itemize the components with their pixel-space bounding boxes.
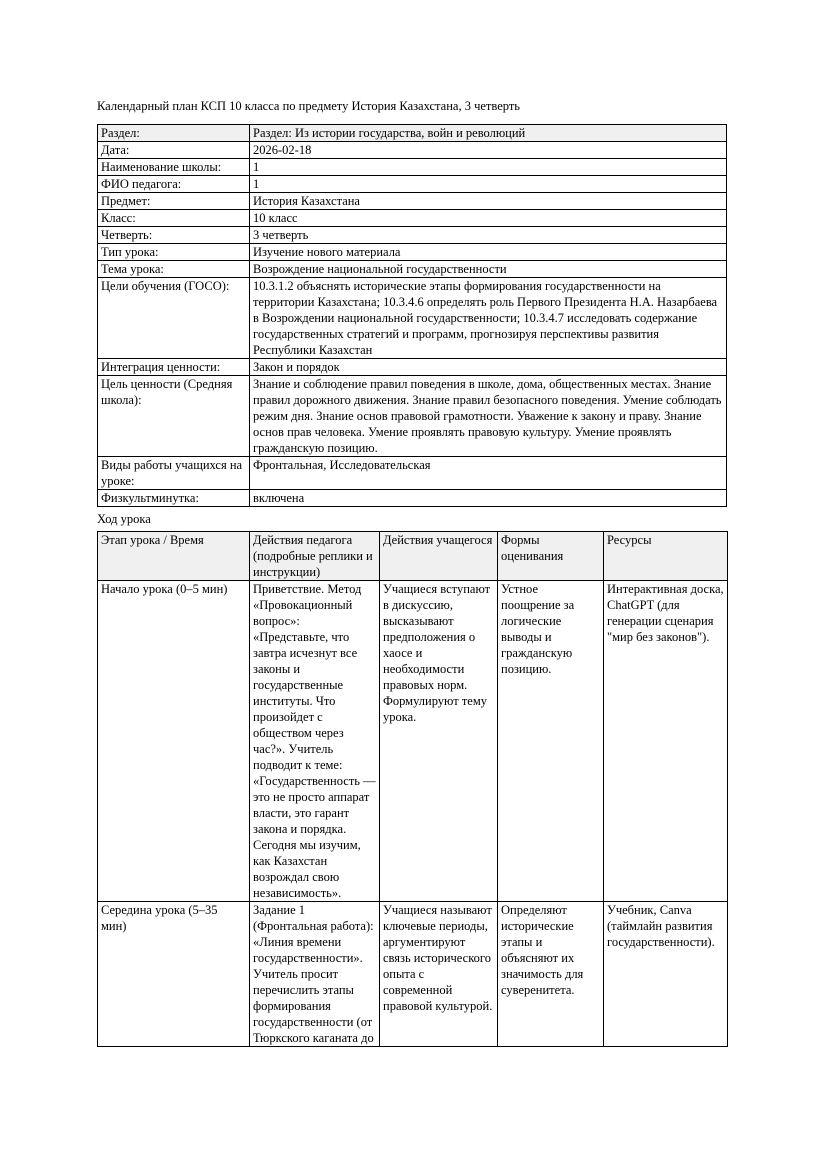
header-resources: Ресурсы <box>604 532 728 581</box>
info-value: 3 четверть <box>250 227 727 244</box>
info-row-teacher-name <box>98 176 727 193</box>
section-heading-lesson-course: Ход урока <box>97 512 151 526</box>
student-actions-cell: Учащиеся вступают в дискуссию, высказывают предположения о хаосе и необходимости правовых норм. Формулируют тему урока. <box>380 581 498 902</box>
info-value: Знание и соблюдение правил поведения в школе, дома, общественных местах. Знание правил дорожного движения. Знание правил безопасного поведения. Умение соблюдать режим дня. Знание основ правовой грамотности. Уважение к закону и праву. Знание основ прав человека. Умение проявлять правовую культуру. Умение проявлять гражданскую позицию. <box>250 376 727 457</box>
assessment-cell: Устное поощрение за логические выводы и гражданскую позицию. <box>498 581 604 902</box>
info-label: Цели обучения (ГОСО): <box>98 278 250 359</box>
info-value: 1 <box>250 159 727 176</box>
info-row-quarter <box>98 227 727 244</box>
lesson-stages-table <box>97 531 728 1047</box>
info-value: 2026-02-18 <box>250 142 727 159</box>
info-row-lesson-type <box>98 244 727 261</box>
info-value: Возрождение национальной государственности <box>250 261 727 278</box>
info-row-section <box>98 125 727 142</box>
info-row-work-types <box>98 457 727 490</box>
info-value: 10 класс <box>250 210 727 227</box>
header-stage-time: Этап урока / Время <box>98 532 250 581</box>
stage-cell: Начало урока (0–5 мин) <box>98 581 250 902</box>
header-assessment-forms: Формы оценивания <box>498 532 604 581</box>
info-label: Интеграция ценности: <box>98 359 250 376</box>
info-label: Предмет: <box>98 193 250 210</box>
lesson-row-middle <box>98 902 728 1047</box>
info-row-subject <box>98 193 727 210</box>
info-value: 10.3.1.2 объяснять исторические этапы формирования государственности на территории Казахстана; 10.3.4.6 определять роль Первого Президента Н.А. Назарбаева в Возрождении национальной государственности; 10.3.4.7 исследовать содержание государственных стратегий и программ, прогнозируя перспективы развития Республики Казахстан <box>250 278 727 359</box>
info-row-phys-minute <box>98 490 727 507</box>
resources-cell: Учебник, Canva (таймлайн развития государственности). <box>604 902 728 1047</box>
info-value: включена <box>250 490 727 507</box>
info-label: Класс: <box>98 210 250 227</box>
info-row-school <box>98 159 727 176</box>
info-value: Фронтальная, Исследовательская <box>250 457 727 490</box>
lesson-info-table <box>97 124 727 507</box>
info-value: Закон и порядок <box>250 359 727 376</box>
assessment-cell: Определяют исторические этапы и объясняют их значимость для суверенитета. <box>498 902 604 1047</box>
info-value: Раздел: Из истории государства, войн и революций <box>250 125 727 142</box>
info-label: Цель ценности (Средняя школа): <box>98 376 250 457</box>
lesson-table-header-row <box>98 532 728 581</box>
info-label: Дата: <box>98 142 250 159</box>
info-label: Тип урока: <box>98 244 250 261</box>
info-row-date <box>98 142 727 159</box>
info-value: 1 <box>250 176 727 193</box>
info-label: Виды работы учащихся на уроке: <box>98 457 250 490</box>
info-row-values-integration <box>98 359 727 376</box>
info-row-value-goal <box>98 376 727 457</box>
teacher-actions-cell: Приветствие. Метод «Провокационный вопрос»: «Представьте, что завтра исчезнут все законы и государственные институты. Что произойдет с обществом через час?». Учитель подводит к теме: «Государственность — это не просто аппарат власти, это гарант закона и порядка. Сегодня мы изучим, как Казахстан возрождал свою независимость». <box>250 581 380 902</box>
info-row-learning-goals <box>98 278 727 359</box>
stage-cell: Середина урока (5–35 мин) <box>98 902 250 1047</box>
header-student-actions: Действия учащегося <box>380 532 498 581</box>
info-row-class <box>98 210 727 227</box>
header-teacher-actions: Действия педагога (подробные реплики и инструкции) <box>250 532 380 581</box>
resources-cell: Интерактивная доска, ChatGPT (для генерации сценария "мир без законов"). <box>604 581 728 902</box>
teacher-actions-cell: Задание 1 (Фронтальная работа): «Линия времени государственности». Учитель просит перечислить этапы формирования государственности (от Тюркского каганата до <box>250 902 380 1047</box>
info-label: Четверть: <box>98 227 250 244</box>
info-label: Наименование школы: <box>98 159 250 176</box>
info-value: История Казахстана <box>250 193 727 210</box>
student-actions-cell: Учащиеся называют ключевые периоды, аргументируют связь исторического опыта с современной правовой культурой. <box>380 902 498 1047</box>
info-label: Раздел: <box>98 125 250 142</box>
info-label: ФИО педагога: <box>98 176 250 193</box>
document-content <box>97 98 727 1047</box>
info-value: Изучение нового материала <box>250 244 727 261</box>
document-title: Календарный план КСП 10 класса по предмету История Казахстана, 3 четверть <box>97 99 520 113</box>
info-label: Физкультминутка: <box>98 490 250 507</box>
info-label: Тема урока: <box>98 261 250 278</box>
info-row-lesson-topic <box>98 261 727 278</box>
lesson-row-start <box>98 581 728 902</box>
